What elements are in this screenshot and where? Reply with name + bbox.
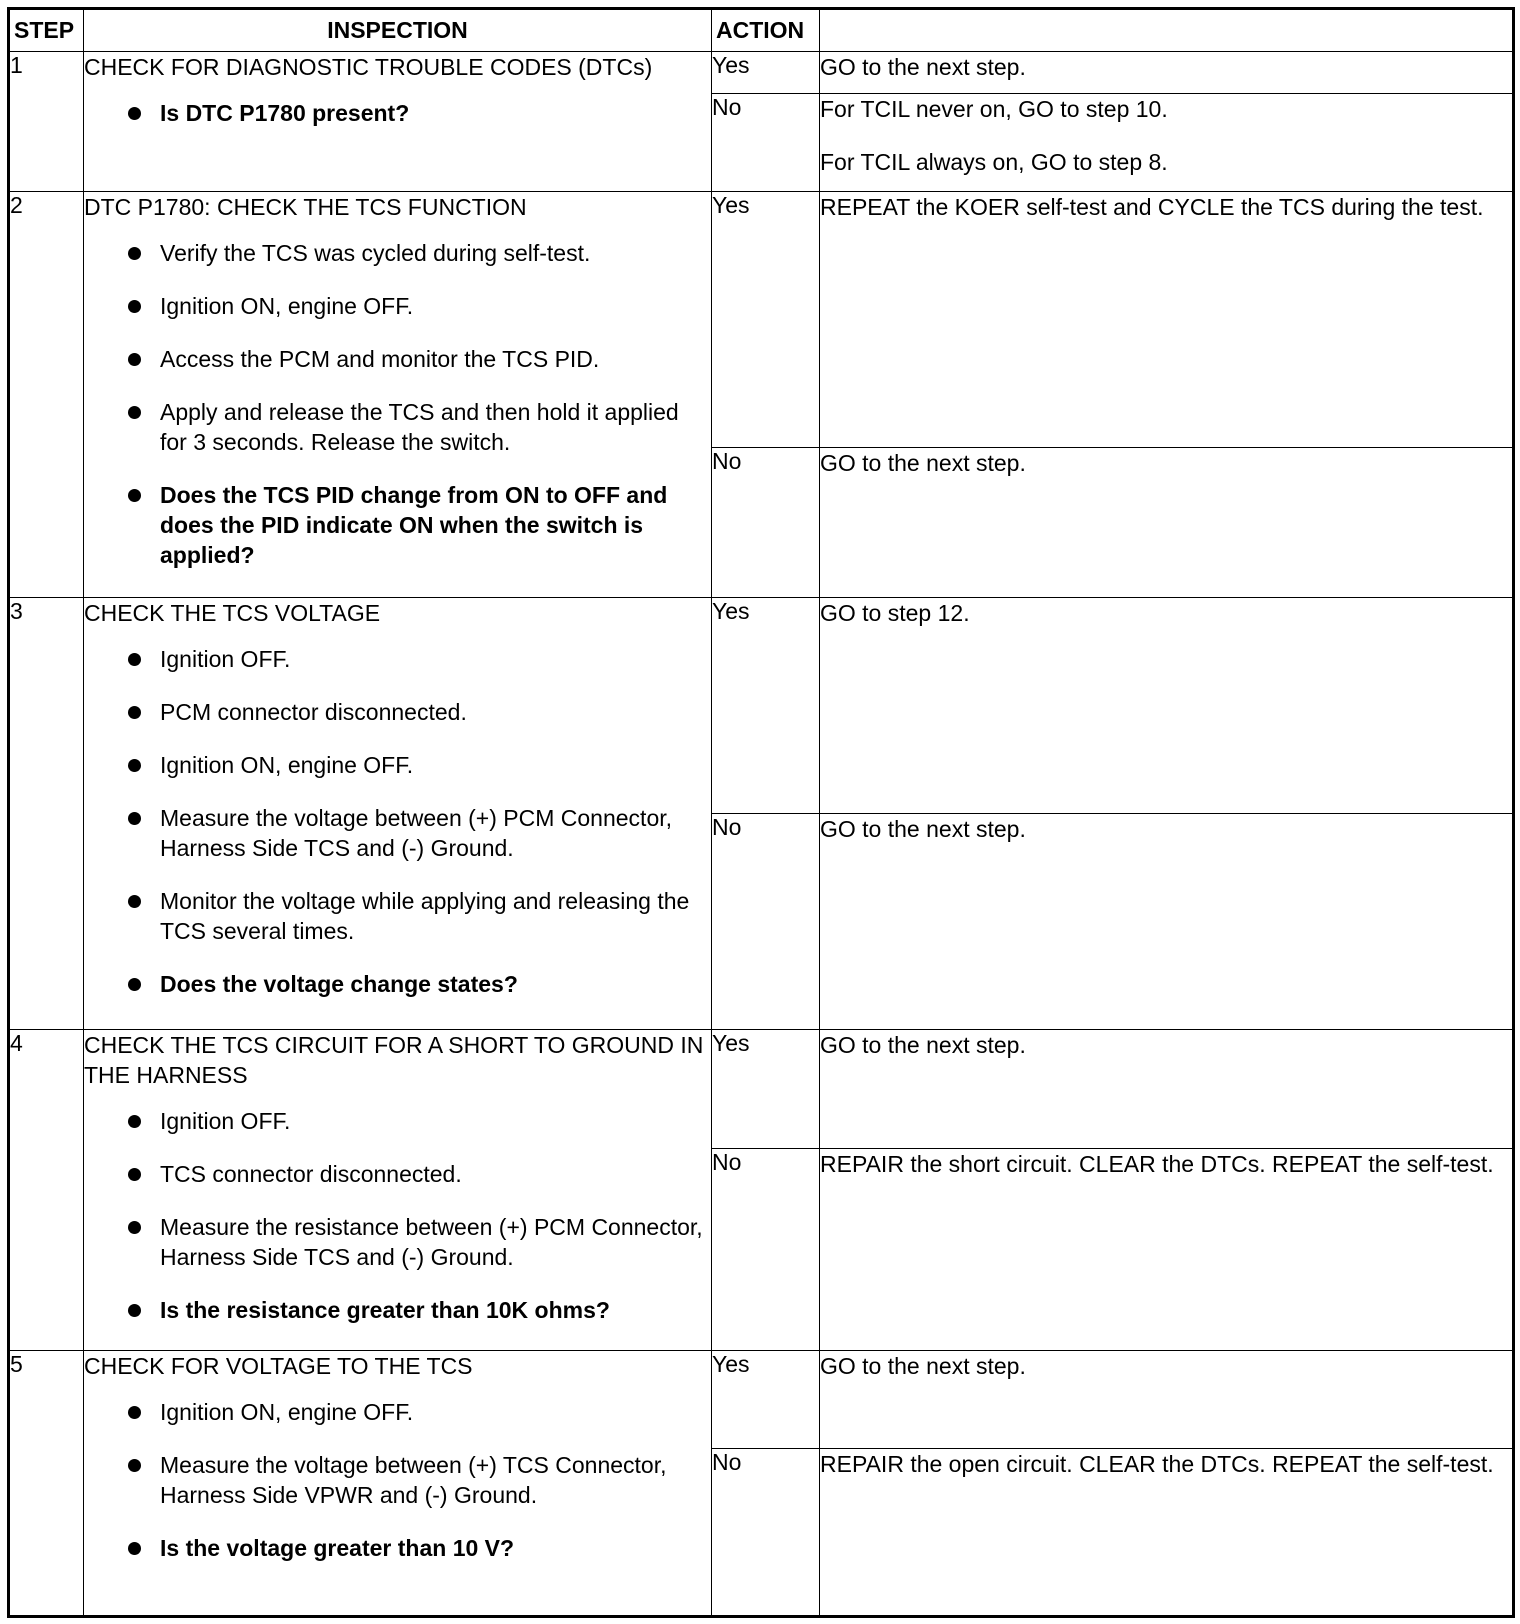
no-label: No	[712, 94, 820, 191]
inspection-bullet	[84, 397, 711, 457]
inspection-bullet	[84, 803, 711, 863]
step-row-3-yes	[9, 597, 1514, 813]
bullet-text: Apply and release the TCS and then hold it applied for 3 seconds. Release the switch.	[160, 398, 679, 455]
question-text: Does the TCS PID change from ON to OFF and does the PID indicate ON when the switch is applied?	[160, 481, 668, 568]
bullet-icon	[128, 1542, 141, 1555]
bullet-icon	[128, 489, 141, 502]
action-text: GO to the next step.	[820, 815, 1026, 842]
bullet-text: Ignition OFF.	[160, 645, 291, 672]
question-text: Is DTC P1780 present?	[160, 100, 410, 126]
bullet-text: Ignition OFF.	[160, 1107, 291, 1134]
inspection-title: DTC P1780: CHECK THE TCS FUNCTION	[84, 193, 527, 220]
bullet-icon	[128, 812, 141, 825]
inspection-title: CHECK FOR DIAGNOSTIC TROUBLE CODES (DTCs)	[84, 54, 653, 80]
table-body	[9, 52, 1514, 1617]
bullet-icon	[128, 406, 141, 419]
header-blank	[820, 9, 1514, 52]
inspection-cell	[84, 52, 712, 192]
action-text: REPEAT the KOER self-test and CYCLE the TCS during the test.	[820, 193, 1484, 220]
no-action	[820, 813, 1514, 1029]
step-row-2-yes	[9, 191, 1514, 447]
inspection-bullet	[84, 697, 711, 727]
inspection-question	[84, 1295, 711, 1325]
header-row	[9, 9, 1514, 52]
yes-action	[820, 1029, 1514, 1148]
no-action	[820, 1148, 1514, 1351]
yes-action	[820, 1351, 1514, 1449]
question-text: Does the voltage change states?	[160, 970, 518, 997]
bullet-icon	[128, 895, 141, 908]
inspection-bullets	[84, 1397, 711, 1563]
inspection-bullet	[84, 344, 711, 374]
inspection-bullets	[84, 1106, 711, 1325]
inspection-bullet	[84, 238, 711, 268]
no-action	[820, 94, 1514, 191]
no-label: No	[712, 813, 820, 1029]
action-text: GO to step 12.	[820, 599, 970, 626]
step-number: 5	[9, 1351, 84, 1617]
yes-action	[820, 191, 1514, 447]
step-number: 1	[9, 52, 84, 192]
inspection-question	[84, 1533, 711, 1563]
bullet-icon	[128, 1406, 141, 1419]
inspection-title: CHECK FOR VOLTAGE TO THE TCS	[84, 1353, 473, 1380]
bullet-text: Measure the resistance between (+) PCM Connector, Harness Side TCS and (-) Ground.	[160, 1213, 703, 1270]
bullet-icon	[128, 653, 141, 666]
inspection-title: CHECK THE TCS VOLTAGE	[84, 599, 381, 626]
question-text: Is the voltage greater than 10 V?	[160, 1535, 515, 1562]
action-text: GO to the next step.	[820, 54, 1026, 80]
step-number: 3	[9, 597, 84, 1029]
bullet-icon	[128, 1168, 141, 1181]
inspection-bullets	[84, 98, 711, 128]
bullet-text: Ignition ON, engine OFF.	[160, 751, 414, 778]
step-row-1-yes	[9, 52, 1514, 94]
yes-label: Yes	[712, 597, 820, 813]
bullet-icon	[128, 759, 141, 772]
bullet-icon	[128, 978, 141, 991]
header-inspection: INSPECTION	[84, 9, 712, 52]
header-step: STEP	[9, 9, 84, 52]
yes-label: Yes	[712, 1029, 820, 1148]
yes-label: Yes	[712, 191, 820, 447]
step-number: 2	[9, 191, 84, 597]
step-row-4-yes	[9, 1029, 1514, 1148]
inspection-cell	[84, 597, 712, 1029]
bullet-text: Measure the voltage between (+) TCS Connector, Harness Side VPWR and (-) Ground.	[160, 1452, 667, 1509]
bullet-text: Verify the TCS was cycled during self-test.	[160, 239, 591, 266]
yes-action	[820, 52, 1514, 94]
bullet-text: TCS connector disconnected.	[160, 1160, 462, 1187]
inspection-bullet	[84, 1159, 711, 1189]
bullet-icon	[128, 107, 141, 120]
bullet-icon	[128, 1459, 141, 1472]
inspection-title: CHECK THE TCS CIRCUIT FOR A SHORT TO GROUND IN THE HARNESS	[84, 1031, 704, 1088]
step-row-5-yes	[9, 1351, 1514, 1449]
bullet-icon	[128, 300, 141, 313]
bullet-text: Measure the voltage between (+) PCM Connector, Harness Side TCS and (-) Ground.	[160, 804, 673, 861]
bullet-text: Access the PCM and monitor the TCS PID.	[160, 345, 600, 372]
inspection-question	[84, 98, 711, 128]
action-text: For TCIL always on, GO to step 8.	[820, 149, 1168, 176]
inspection-cell	[84, 1351, 712, 1617]
inspection-bullet	[84, 1106, 711, 1136]
inspection-question	[84, 480, 711, 570]
inspection-bullet	[84, 886, 711, 946]
no-label: No	[712, 447, 820, 597]
header-action: ACTION	[712, 9, 820, 52]
diagnostic-table	[7, 7, 1515, 1618]
action-text: GO to the next step.	[820, 1031, 1026, 1058]
inspection-bullet	[84, 644, 711, 674]
no-label: No	[712, 1148, 820, 1351]
action-text: REPAIR the short circuit. CLEAR the DTCs. REPEAT the self-test.	[820, 1150, 1494, 1177]
step-number: 4	[9, 1029, 84, 1350]
action-text: GO to the next step.	[820, 1353, 1026, 1380]
no-action	[820, 447, 1514, 597]
bullet-text: Monitor the voltage while applying and releasing the TCS several times.	[160, 887, 690, 944]
inspection-bullet	[84, 1397, 711, 1427]
inspection-bullet	[84, 291, 711, 321]
bullet-icon	[128, 247, 141, 260]
action-text: For TCIL never on, GO to step 10.	[820, 96, 1168, 123]
bullet-icon	[128, 353, 141, 366]
inspection-bullets	[84, 644, 711, 999]
yes-label: Yes	[712, 52, 820, 94]
inspection-cell	[84, 191, 712, 597]
inspection-bullet	[84, 750, 711, 780]
yes-label: Yes	[712, 1351, 820, 1449]
bullet-icon	[128, 706, 141, 719]
bullet-text: PCM connector disconnected.	[160, 698, 467, 725]
bullet-icon	[128, 1304, 141, 1317]
bullet-icon	[128, 1115, 141, 1128]
inspection-cell	[84, 1029, 712, 1350]
inspection-bullet	[84, 1450, 711, 1510]
inspection-bullets	[84, 238, 711, 570]
no-label: No	[712, 1449, 820, 1617]
action-text: REPAIR the open circuit. CLEAR the DTCs. REPEAT the self-test.	[820, 1451, 1494, 1478]
question-text: Is the resistance greater than 10K ohms?	[160, 1296, 610, 1323]
yes-action	[820, 597, 1514, 813]
bullet-icon	[128, 1221, 141, 1234]
inspection-bullet	[84, 1212, 711, 1272]
action-text: GO to the next step.	[820, 449, 1026, 476]
no-action	[820, 1449, 1514, 1617]
bullet-text: Ignition ON, engine OFF.	[160, 1399, 414, 1426]
inspection-question	[84, 969, 711, 999]
bullet-text: Ignition ON, engine OFF.	[160, 292, 414, 319]
